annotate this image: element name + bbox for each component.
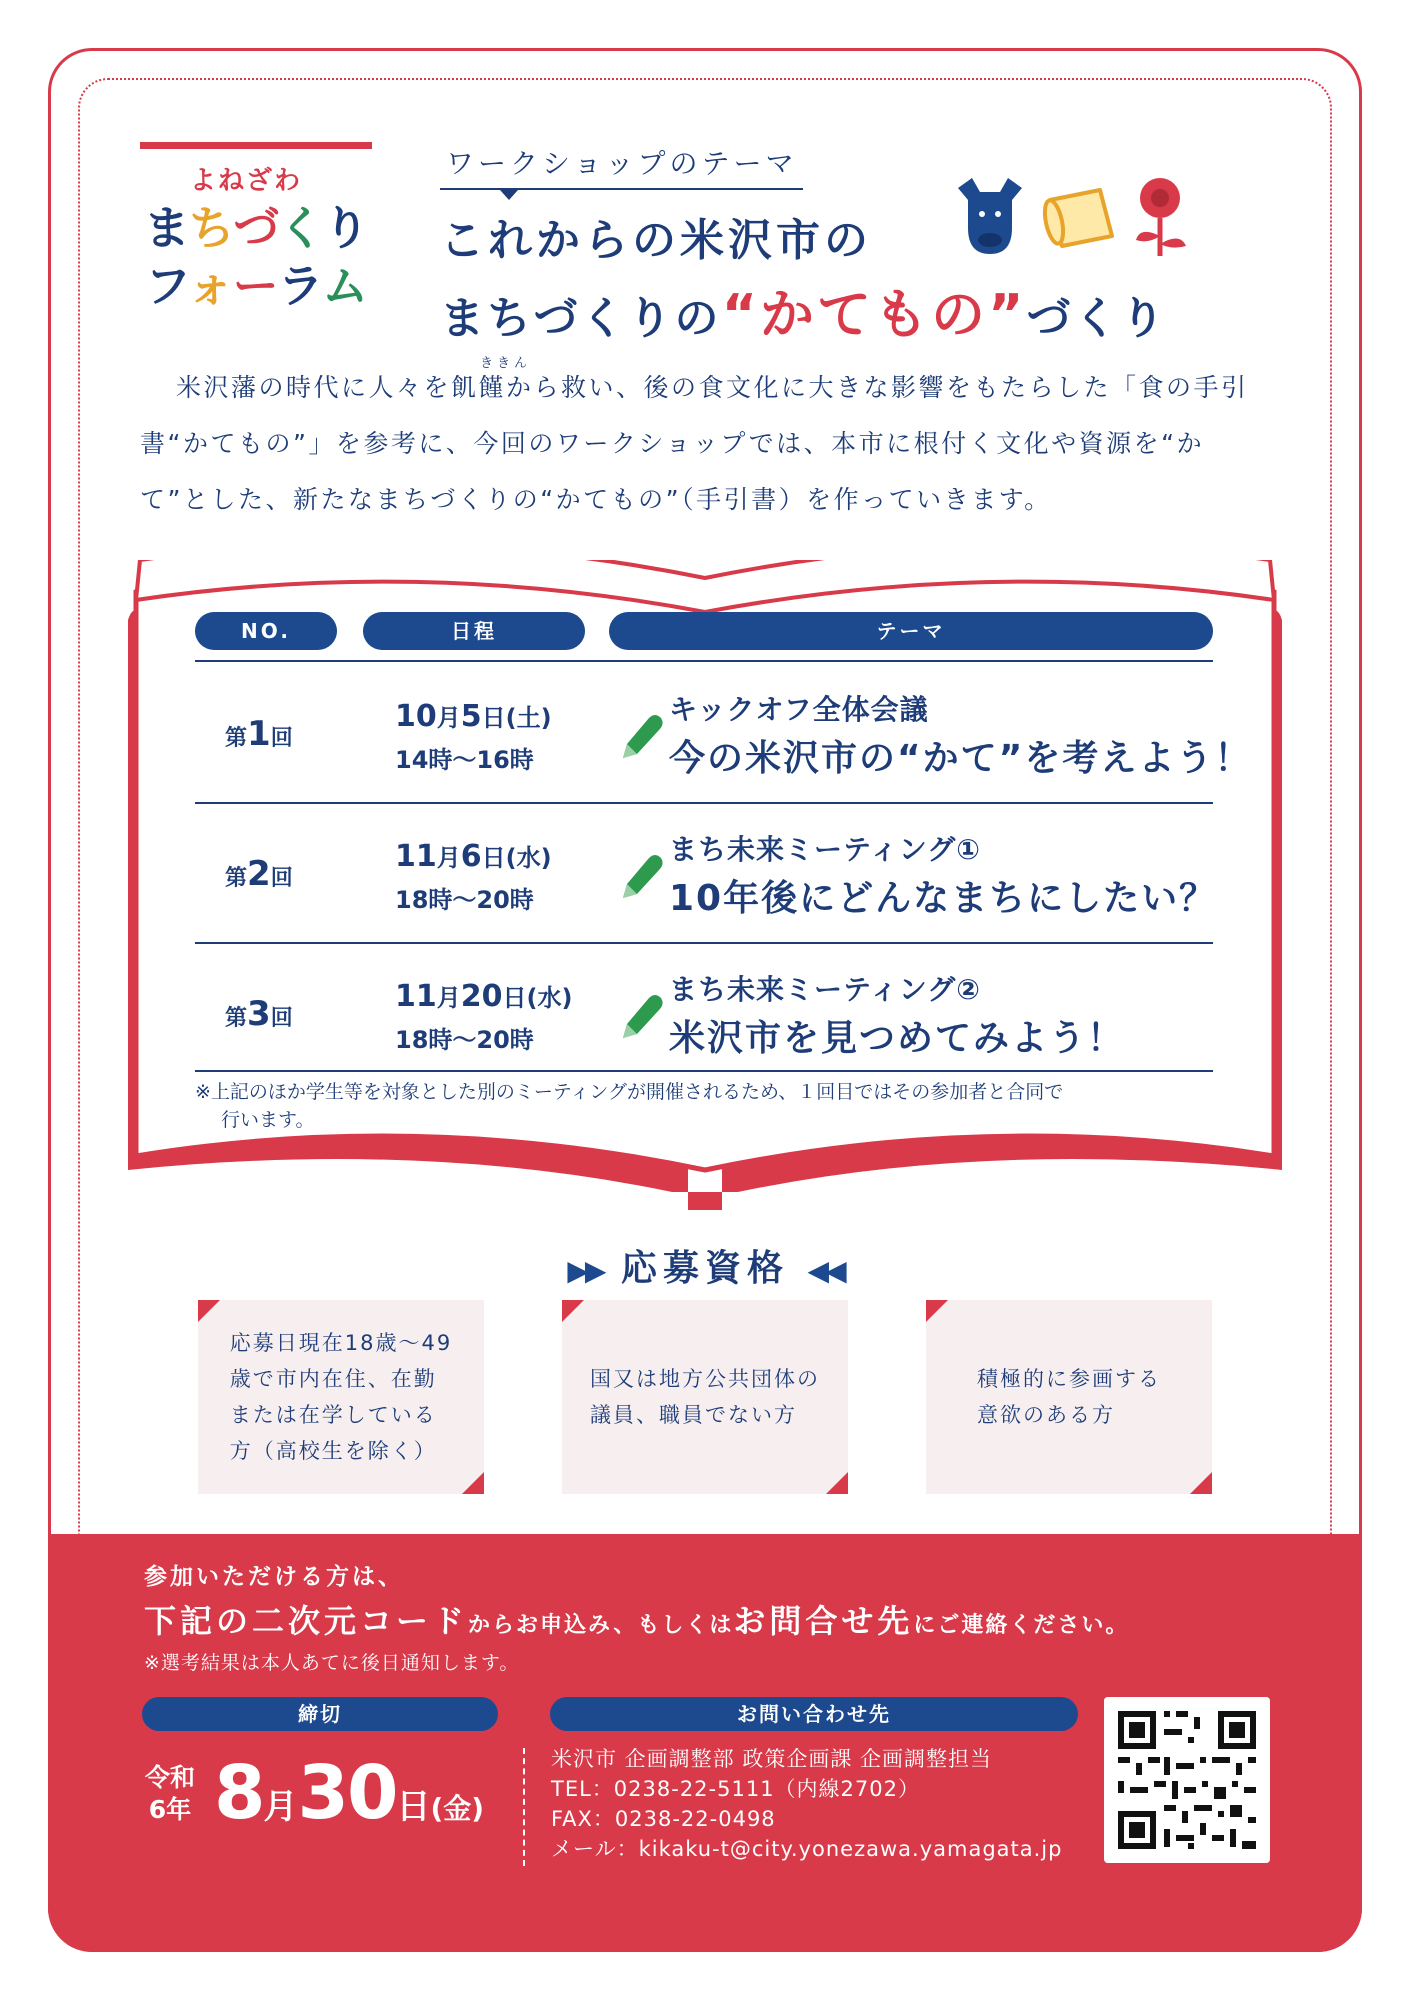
logo-char: ま — [143, 201, 189, 255]
session-subtitle: 米沢市を見つめてみよう！ — [669, 1018, 1126, 1059]
title-line2 — [440, 272, 1168, 349]
logo-char: ム — [322, 259, 368, 313]
logo-bar-top — [140, 142, 372, 149]
session-title: まち未来ミーティング① — [669, 833, 981, 866]
apply-line1: 参加いただける方は、 — [144, 1564, 404, 1590]
month-unit: 月 — [263, 1787, 298, 1827]
month: 11 — [395, 839, 437, 874]
no-prefix: 第 — [225, 866, 248, 891]
title-part: づくり — [1026, 293, 1168, 344]
card-text: 国又は地方公共団体の 議員、職員でない方 — [590, 1367, 820, 1427]
era-line1: 令和 — [144, 1763, 195, 1792]
qualification-heading: 応募資格 — [620, 1248, 789, 1289]
month-unit: 月 — [436, 844, 461, 872]
no-prefix: 第 — [225, 1006, 248, 1031]
session-subtitle: 10年後にどんなまちにしたい？ — [669, 878, 1218, 919]
card-text: 積極的に参画する 意欲のある方 — [977, 1367, 1161, 1427]
deadline-value — [214, 1750, 484, 1836]
no-suffix: 回 — [270, 866, 293, 891]
logo-char: づ — [233, 201, 279, 255]
day-unit: 日 — [396, 1787, 431, 1827]
session-date — [395, 836, 552, 921]
card-corner — [198, 1300, 220, 1322]
deadline-label: 締切 — [142, 1697, 498, 1731]
logo-char: ー — [232, 259, 278, 313]
header-theme: テーマ — [609, 612, 1213, 650]
logo-line3 — [140, 250, 372, 316]
schedule-note — [195, 1078, 1225, 1134]
qualification-card — [198, 1300, 484, 1494]
intro-ruby: ききん — [480, 356, 532, 371]
day-unit: 日(水) — [481, 844, 552, 872]
card-text: 応募日現在18歳～49 歳で市内在住、在勤 または在学している 方（高校生を除く） — [229, 1331, 453, 1463]
session-title: まち未来ミーティング② — [669, 973, 981, 1006]
day-unit: 日(水) — [502, 984, 573, 1012]
contact-label: お問い合わせ先 — [550, 1697, 1078, 1731]
date-line1 — [395, 836, 552, 879]
pencil-icon — [619, 852, 663, 902]
no-prefix: 第 — [225, 726, 248, 751]
month-unit: 月 — [436, 984, 461, 1012]
apply-text: にご連絡ください。 — [913, 1613, 1130, 1638]
logo-char: ォ — [187, 259, 233, 313]
era — [140, 1762, 200, 1826]
intro-paragraph: 米沢藩の時代に人々を飢饉から救い、後の食文化に大きな影響をもたらした「食の手引書“かてもの”」を参考に、今回のワークショップでは、本市に根付く文化や資源を“かて”とした、新たなまちづくりの“かてもの”（手引書）を作っていきます。 — [140, 373, 1249, 514]
divider — [523, 1748, 525, 1866]
apply-emph: 下記の二次元コード — [144, 1602, 469, 1640]
deadline-day: 30 — [297, 1750, 397, 1836]
apply-emph: お問合せ先 — [733, 1602, 914, 1640]
session-date — [395, 696, 552, 781]
no-suffix: 回 — [270, 1006, 293, 1031]
table-rule — [195, 660, 1213, 662]
logo-line2 — [140, 192, 372, 258]
table-row — [195, 804, 1218, 940]
logo-char: ラ — [277, 259, 323, 313]
note-line1: ※上記のほか学生等を対象とした別のミーティングが開催されるため、１回目ではその参加者と合同で — [195, 1081, 1064, 1103]
day: 20 — [460, 979, 503, 1014]
no-value: 3 — [247, 994, 271, 1034]
month: 10 — [395, 699, 437, 734]
table-row — [195, 664, 1253, 800]
no-suffix: 回 — [270, 726, 293, 751]
apply-line3: ※選考結果は本人あてに後日通知します。 — [144, 1652, 520, 1674]
qr-code[interactable] — [1104, 1697, 1270, 1863]
no-value: 2 — [247, 854, 271, 894]
session-title: キックオフ全体会議 — [669, 693, 929, 726]
header-icons — [950, 170, 1200, 260]
deadline-month: 8 — [214, 1750, 264, 1836]
apply-text: からお申込み、もしくは — [468, 1613, 734, 1638]
card-corner — [926, 1300, 948, 1322]
month-unit: 月 — [436, 704, 461, 732]
session-number — [225, 714, 293, 754]
theme-label: ワークショップのテーマ — [440, 142, 803, 190]
scroll-icon — [1042, 190, 1112, 246]
logo-char: り — [323, 201, 369, 255]
qualification-card — [562, 1300, 848, 1494]
pencil-icon — [619, 712, 663, 762]
session-number — [225, 994, 293, 1034]
title-line1: これからの米沢市の — [440, 215, 872, 266]
date-line1 — [395, 696, 552, 739]
deadline-date — [140, 1750, 520, 1870]
card-corner — [562, 1300, 584, 1322]
title-highlight: “かてもの” — [721, 283, 1027, 346]
qualification-title — [0, 1240, 1410, 1291]
intro-text — [140, 360, 1270, 528]
safflower-icon — [1136, 178, 1186, 256]
qualification-card — [926, 1300, 1212, 1494]
contact-dept: 米沢市 企画調整部 政策企画課 企画調整担当 — [551, 1747, 993, 1771]
contact-info — [551, 1744, 1062, 1864]
date-line2: 14時～16時 — [395, 746, 534, 774]
table-row — [195, 944, 1213, 1080]
date-line1 — [395, 976, 572, 1019]
note-line2: 行います。 — [221, 1109, 315, 1131]
pencil-icon — [619, 992, 663, 1042]
session-date — [395, 976, 572, 1061]
weekday: (金) — [430, 1792, 485, 1825]
card-corner — [1190, 1472, 1212, 1494]
date-line2: 18時～20時 — [395, 1026, 534, 1054]
header-date: 日程 — [363, 612, 585, 650]
arrow-left-icon: ◀◀ — [807, 1254, 843, 1287]
table-rule — [195, 1070, 1213, 1072]
month: 11 — [395, 979, 437, 1014]
logo-line1: よねざわ — [190, 166, 303, 196]
day: 6 — [460, 839, 482, 874]
contact-mail[interactable]: メール：kikaku-t@city.yonezawa.yamagata.jp — [551, 1837, 1063, 1861]
card-corner — [826, 1472, 848, 1494]
card-corner — [462, 1472, 484, 1494]
era-line2: 6年 — [148, 1795, 192, 1824]
title-part: まちづくりの — [440, 293, 722, 344]
day: 5 — [460, 699, 482, 734]
forum-logo — [140, 142, 372, 324]
cow-icon — [958, 178, 1022, 254]
session-subtitle: 今の米沢市の“かて”を考えよう！ — [669, 738, 1253, 779]
apply-line2 — [144, 1596, 1129, 1642]
day-unit: 日(土) — [481, 704, 552, 732]
logo-char: く — [278, 201, 324, 255]
contact-tel[interactable]: TEL：0238-22-5111（内線2702） — [551, 1777, 921, 1801]
logo-char: ち — [188, 201, 234, 255]
arrow-right-icon: ▶▶ — [567, 1254, 603, 1287]
header-no: NO. — [195, 612, 337, 650]
logo-char: フ — [144, 259, 188, 313]
contact-fax: FAX：0238-22-0498 — [551, 1807, 776, 1831]
date-line2: 18時～20時 — [395, 886, 534, 914]
no-value: 1 — [247, 714, 271, 754]
session-number — [225, 854, 293, 894]
